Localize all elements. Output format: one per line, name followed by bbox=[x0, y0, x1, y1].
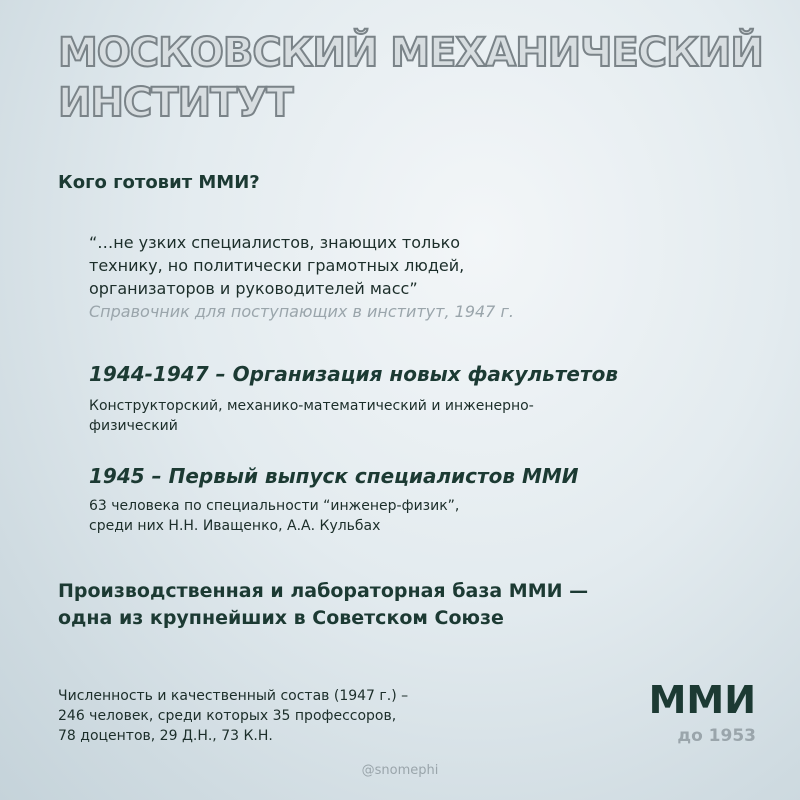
event-desc-line: физический bbox=[89, 418, 178, 434]
event-desc-line: среди них Н.Н. Иващенко, А.А. Кульбах bbox=[89, 518, 381, 534]
stats-line: 246 человек, среди которых 35 профессоров, bbox=[58, 708, 397, 724]
event-year: 1944-1947 bbox=[89, 362, 209, 386]
quote-source: Справочник для поступающих в институт, 1947 г. bbox=[89, 302, 514, 321]
quote-block bbox=[89, 231, 649, 323]
staff-stats bbox=[58, 686, 538, 746]
quote-line: технику, но политически грамотных людей, bbox=[89, 256, 465, 275]
quote-line: “…не узких специалистов, знающих только bbox=[89, 233, 461, 252]
page-title bbox=[58, 28, 763, 128]
stats-line: 78 доцентов, 29 Д.Н., 73 К.Н. bbox=[58, 728, 273, 744]
event-description bbox=[89, 396, 659, 436]
highlight-line: Производственная и лабораторная база ММИ — bbox=[58, 580, 589, 602]
event-year: 1945 bbox=[89, 464, 145, 488]
event-desc-line: Конструкторский, механико-математический и инженерно- bbox=[89, 398, 534, 414]
event-description bbox=[89, 496, 659, 536]
quote-line: организаторов и руководителей масс” bbox=[89, 279, 418, 298]
badge-period: до 1953 bbox=[677, 726, 756, 746]
event-desc-line: 63 человека по специальности “инженер-физик”, bbox=[89, 498, 460, 514]
event-name: – Первый выпуск специалистов ММИ bbox=[144, 464, 579, 488]
social-handle: @snomephi bbox=[361, 763, 439, 778]
badge-name: ММИ bbox=[648, 678, 756, 722]
stats-line: Численность и качественный состав (1947 г.) – bbox=[58, 688, 409, 704]
event-title bbox=[89, 362, 618, 386]
title-line-2: ИНСТИТУТ bbox=[58, 80, 293, 126]
highlight-statement bbox=[58, 578, 698, 632]
title-line-1: МОСКОВСКИЙ МЕХАНИЧЕСКИЙ bbox=[58, 30, 763, 76]
event-title bbox=[89, 464, 579, 488]
mmi-badge bbox=[649, 680, 756, 746]
section-heading: Кого готовит ММИ? bbox=[58, 172, 260, 193]
event-name: – Организация новых факультетов bbox=[208, 362, 618, 386]
highlight-line: одна из крупнейших в Советском Союзе bbox=[58, 607, 504, 629]
